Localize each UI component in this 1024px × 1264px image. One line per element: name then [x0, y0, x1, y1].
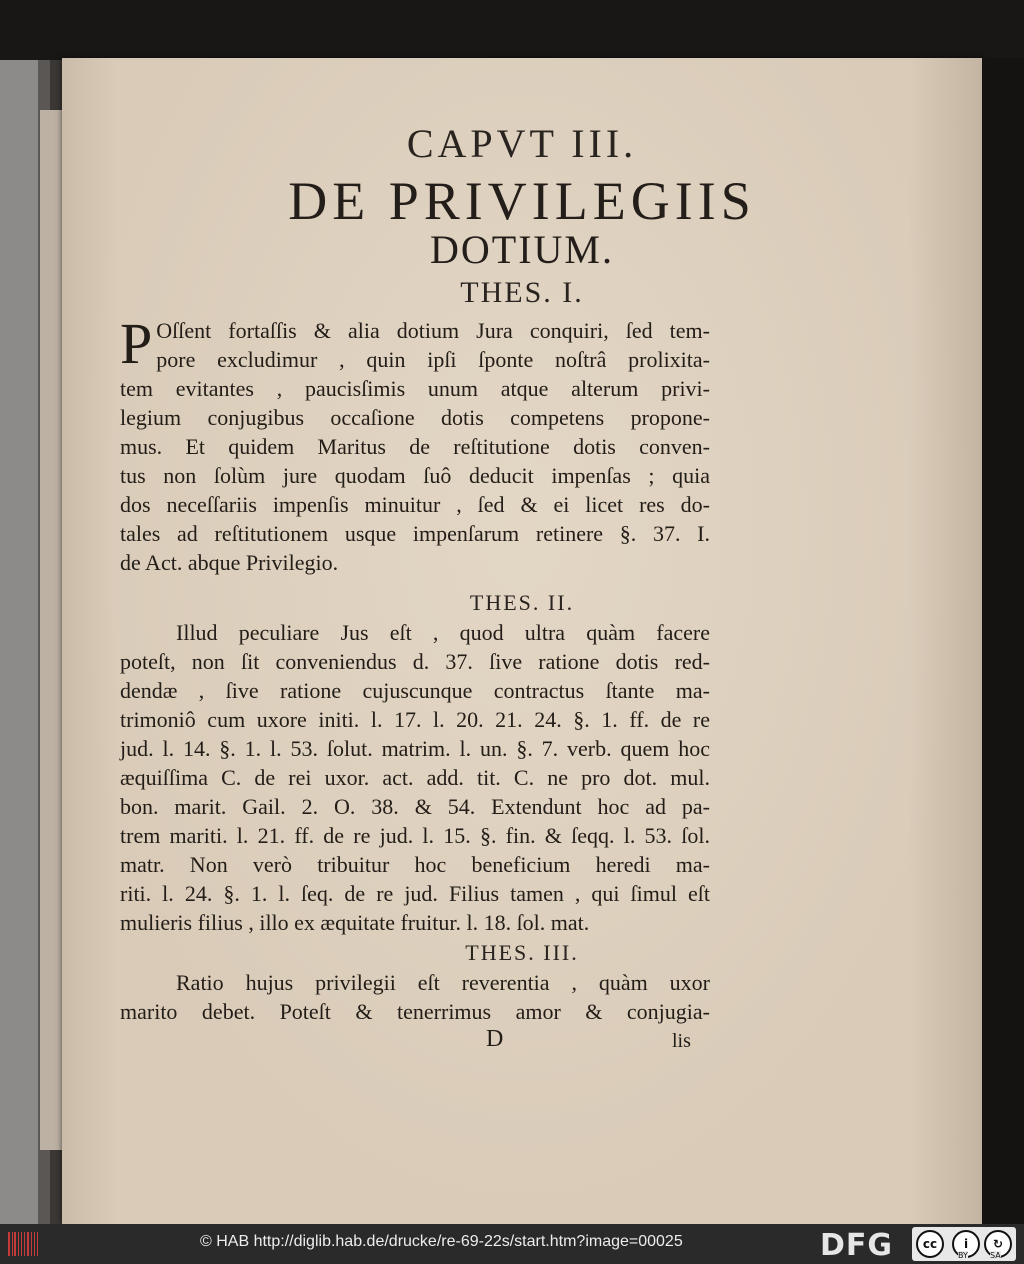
thesis-2-text: [120, 618, 710, 937]
thesis-1-heading: THES. I.: [460, 276, 584, 309]
chapter-label: CAPVT III.: [406, 121, 638, 166]
right-background: [982, 58, 1024, 1224]
left-page-tail: [40, 110, 62, 1150]
cc-by-icon: i: [952, 1230, 980, 1258]
cc-sa-label: SA: [990, 1251, 1001, 1260]
text-line: Ratio hujus privilegii eſt reverentia , quàm uxor: [176, 970, 710, 995]
text-line: Illud peculiare Jus eſt , quod ultra quàm facere: [176, 620, 710, 645]
text-line: trem mariti. l. 21. ff. de re jud. l. 15. §. fin. & ſeqq. l. 53. ſol.: [120, 823, 710, 848]
signature-mark: D: [486, 1026, 504, 1052]
text-line: jud. l. 14. §. 1. l. 53. ſolut. matrim. l. un. §. 7. verb. quem hoc: [120, 736, 710, 761]
text-line: riti. l. 24. §. 1. l. ſeq. de re jud. Filius tamen , qui ſimul eſt: [120, 881, 710, 906]
page-title: DE PRIVILEGIIS: [288, 171, 756, 231]
text-line: tales ad reſtitutionem usque impenſarum retinere §. 37. I.: [120, 521, 710, 546]
page-subtitle: DOTIUM.: [430, 227, 614, 272]
text-line: trimoniô cum uxore initi. l. 17. l. 20. 21. 24. §. 1. ff. de re: [120, 707, 710, 732]
text-line: Oſſent fortaſſis & alia dotium Jura conquiri, ſed tem-: [156, 318, 710, 343]
cc-by-label: BY: [958, 1251, 968, 1260]
text-line: legium conjugibus occaſione dotis competens propone-: [120, 405, 710, 430]
text-line: dos neceſſariis impenſis minuitur , ſed & ei licet res do-: [120, 492, 710, 517]
text-line: matr. Non verò tribuitur hoc beneficium heredi ma-: [120, 852, 710, 877]
text-line: tem evitantes , paucisſimis unum atque alterum privi-: [120, 376, 710, 401]
barcode-icon: [8, 1232, 38, 1256]
thesis-1-text: [120, 311, 710, 577]
text-line: tus non ſolùm jure quodam ſuô deducit impenſas ; quia: [120, 463, 710, 488]
left-page-edge: [0, 60, 40, 1224]
text-line: pore excludimur , quin ipſi ſponte noſtrâ prolixita-: [156, 347, 710, 372]
thesis-3-text: [120, 968, 710, 1026]
viewer-footer: [0, 1224, 1024, 1264]
thesis-3-heading: THES. III.: [465, 940, 579, 965]
text-line: poteſt, non ſit conveniendus d. 37. ſive ratione dotis red-: [120, 649, 710, 674]
text-line: dendæ , ſive ratione cujuscunque contractus ſtante ma-: [120, 678, 710, 703]
dfg-logo[interactable]: DFG: [820, 1228, 894, 1263]
text-line: de Act. abque Privilegio.: [120, 550, 339, 575]
text-line: bon. marit. Gail. 2. O. 38. & 54. Extendunt hoc ad pa-: [120, 794, 710, 819]
text-line: marito debet. Poteſt & tenerrimus amor & conjugia-: [120, 999, 710, 1024]
catchword: lis: [672, 1030, 691, 1052]
text-line: mulieris filius , illo ex æquitate fruitur. l. 18. ſol. mat.: [120, 910, 590, 935]
drop-cap: P: [120, 311, 153, 376]
creative-commons-icon: cc: [916, 1230, 944, 1258]
cc-sa-icon: ↻: [984, 1230, 1012, 1258]
license-badge[interactable]: [912, 1227, 1016, 1261]
thesis-2-heading: THES. II.: [469, 590, 575, 615]
text-line: mus. Et quidem Maritus de reſtitutione dotis conven-: [120, 434, 710, 459]
source-link[interactable]: © HAB http://diglib.hab.de/drucke/re-69-22s/start.htm?image=00025: [200, 1233, 683, 1250]
text-line: æquiſſima C. de rei uxor. act. add. tit. C. ne pro dot. mul.: [120, 765, 710, 790]
